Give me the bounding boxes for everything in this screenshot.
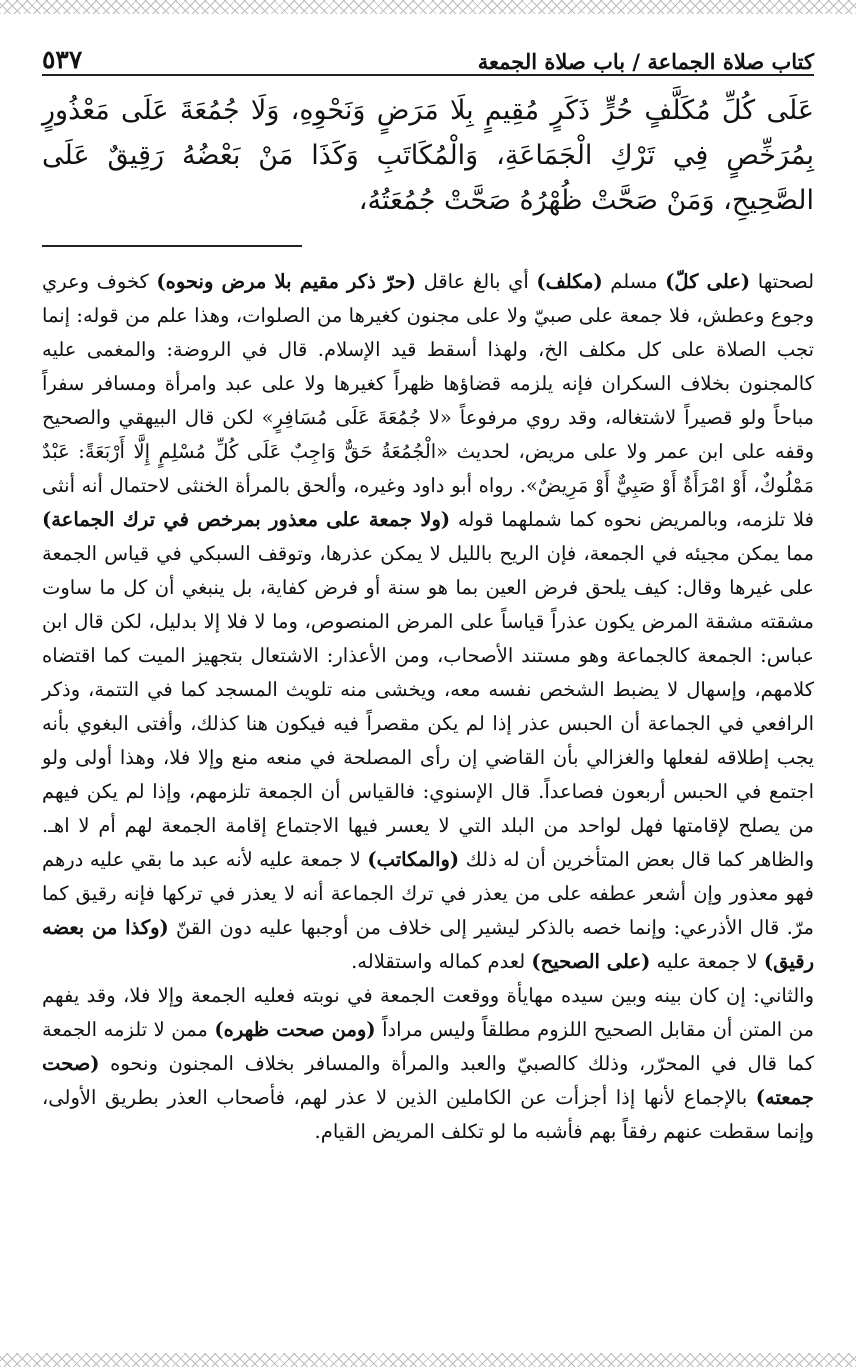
commentary-run: بالإجماع لأنها إذا أجزأت عن الكاملين الذين لا عذر لهم، فأصحاب العذر بطريق الأولى، وإنما سقطت عنهم رفقاً بهم فأشبه ما لو تكلف المريض القيام. <box>42 1086 814 1143</box>
commentary-run: مسلم <box>602 270 666 293</box>
top-decorative-border <box>0 0 856 14</box>
header-title: كتاب صلاة الجماعة / باب صلاة الجمعة <box>477 49 814 74</box>
quoted-matn-phrase: (مكلف) <box>536 270 603 293</box>
quoted-matn-phrase: (حرّ ذكر مقيم بلا مرض ونحوه) <box>156 270 416 293</box>
book-page <box>42 30 814 1149</box>
commentary-run: مما يمكن مجيئه في الجمعة، فإن الريح بالليل لا يمكن عذرها، وتوقف السبكي في قياس الجمعة على غيرها وقال: كيف يلحق فرض العين بما هو سنة أو فرض كفاية، بل ينبغي أن كل ما ساوت مشقته مشقة المرض يكون عذراً قياساً على المرض المنصوص، وما لا فلا إلا بدليل، لكن قال ابن عباس: الجمعة كالجماعة وهو مستند الأصحاب، ومن الأعذار: الاشتعال بتجهيز الميت كما اقتضاه كلامهم، وإسهال لا يضبط الشخص نفسه معه، ويخشى منه تلويث المسجد كما في التتمة، وذكر الرافعي في الجماعة أن الحبس عذر إذا لم يكن مقصراً فيه فيكون هنا كذلك، وأفتى البغوي بأنه يجب إطلاقه لفعلها والغزالي بأن القاضي إن رأى المصلحة في منعه منع وإلا فلا، وهذا أولى ولو اجتمع في الحبس أربعون فصاعداً. قال الإسنوي: فالقياس أن الجمعة تلزمهم، وإذا لم يكن فيهم من يصلح لإقامتها فهل لواحد من البلد التي لا يعسر فيها الاجتماع إقامة الجمعة لهم أم لا اهـ. والظاهر كما قال بعض المتأخرين أن له ذلك <box>42 542 815 871</box>
commentary-run: لا جمعة عليه <box>650 950 764 973</box>
matn-paragraph: عَلَى كُلِّ مُكَلَّفٍ حُرٍّ ذَكَرٍ مُقِيمٍ بِلَا مَرَضٍ وَنَحْوِهِ، وَلَا جُمُعَةَ عَلَى مَعْذُورٍ بِمُرَخِّصٍ فِي تَرْكِ الْجَمَاعَةِ، وَالْمُكَاتَبِ وَكَذَا مَنْ بَعْضُهُ رَقِيقٌ عَلَى الصَّحِيحِ، وَمَنْ صَحَّتْ ظُهْرُهُ صَحَّتْ جُمُعَتُهُ، <box>42 95 814 216</box>
commentary-run: لعدم كماله واستقلاله. <box>351 950 532 973</box>
commentary-text <box>42 265 814 1149</box>
quoted-matn-phrase: (والمكاتب) <box>367 848 460 871</box>
commentary-run: لا جمعة عليه لأنه عبد ما بقي عليه درهم فهو معذور وإن أشعر عطفه على من يعذر في ترك الجماعة أنه لا يعذر في تركها فإنه رقيق كما مرّ. قال الأذرعي: وإنما خصه بالذكر ليشير إلى خلاف من أوجبها عليه دون القنّ <box>42 848 815 939</box>
section-divider <box>42 245 302 247</box>
commentary-paragraph <box>42 979 814 1149</box>
matn-text <box>42 88 814 223</box>
bottom-decorative-border <box>0 1353 856 1367</box>
commentary-run: لصحتها <box>750 270 815 293</box>
commentary-run: ممن لا تلزمه الجمعة كما قال في المحرّر، وذلك كالصبيّ والعبد والمرأة والمسافر بخلاف المجنون ونحوه <box>42 1018 814 1075</box>
commentary-run: كخوف وعري وجوع وعطش، فلا جمعة على صبيّ ولا على مجنون كغيرها من الصلوات، وهذا علم من قوله: إنما تجب الصلاة على كل مكلف الخ، ولهذا أسقط قيد الإسلام. قال في الروضة: والمغمى عليه كالمجنون بخلاف السكران فإنه يلزمه قضاؤها ظهراً كغيرها ولا على عبد وامرأة ومسافر سفراً مباحاً ولو قصيراً لاشتغاله، وقد روي مرفوعاً «لا جُمُعَةَ عَلَى مُسَافِرٍ» لكن قال البيهقي والصحيح وقفه على ابن عمر ولا على مريض، لحديث «الْجُمُعَةُ حَقٌّ وَاجِبٌ عَلَى كُلِّ مُسْلِمٍ إِلَّا أَرْبَعَةً: عَبْدٌ مَمْلُوكٌ، أَوْ امْرَأَةٌ أَوْ صَبِيٌّ أَوْ مَرِيضٌ». رواه أبو داود وغيره، وألحق بالمرأة الخنثى لاحتمال أنه أنثى فلا تلزمه، وبالمريض نحوه كما شملهما قوله <box>42 270 814 531</box>
quoted-matn-phrase: (ومن صحت ظهره) <box>214 1018 376 1041</box>
quoted-matn-phrase: (وكذا من بعضه رقيق) <box>42 916 814 973</box>
quoted-matn-phrase: (صحت جمعته) <box>42 1052 814 1109</box>
running-header <box>42 30 814 76</box>
commentary-paragraph <box>42 265 814 979</box>
quoted-matn-phrase: (على الصحيح) <box>531 950 651 973</box>
quoted-matn-phrase: (على كلّ) <box>665 270 751 293</box>
page-number: ٥٣٧ <box>42 45 83 74</box>
commentary-run: أي بالغ عاقل <box>416 270 537 293</box>
quoted-matn-phrase: (ولا جمعة على معذور بمرخص في ترك الجماعة) <box>42 508 451 531</box>
commentary-run: والثاني: إن كان بينه وبين سيده مهايأة ووقعت الجمعة في نوبته فعليه الجمعة وإلا فلا، وقد يفهم من المتن أن مقابل الصحيح اللزوم مطلقاً وليس مراداً <box>42 984 815 1041</box>
